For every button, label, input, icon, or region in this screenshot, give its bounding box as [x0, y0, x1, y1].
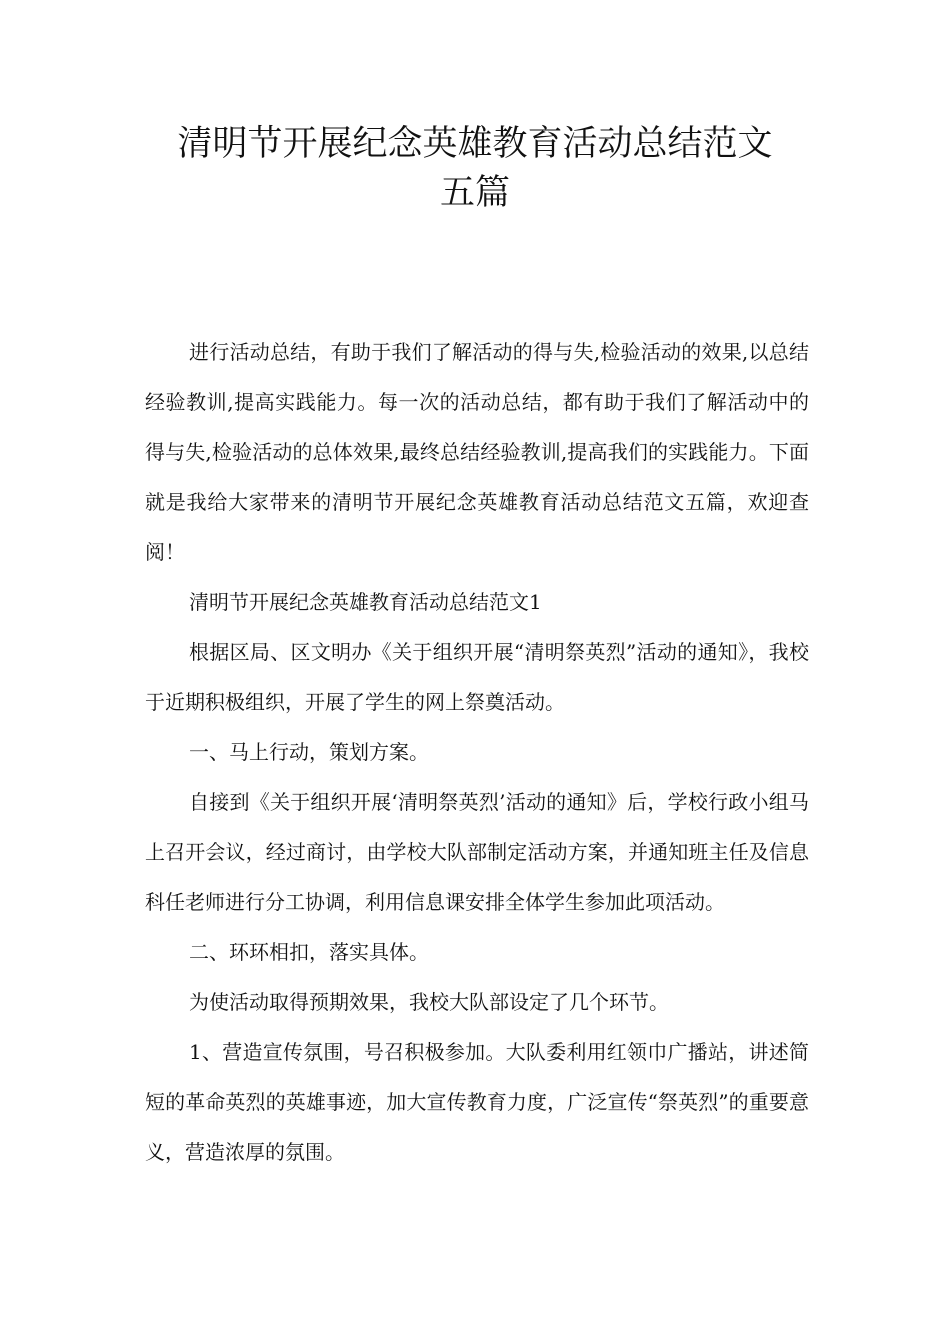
body-paragraph: 1、营造宣传氛围，号召积极参加。大队委利用红领巾广播站，讲述简短的革命英烈的英雄事迹，加大宣传教育力度，广泛宣传“祭英烈”的重要意义，营造浓厚的氛围。: [145, 1040, 809, 1164]
body-paragraph: 自接到《关于组织开展‘清明祭英烈’活动的通知》后，学校行政小组马上召开会议，经过商讨，由学校大队部制定活动方案，并通知班主任及信息科任老师进行分工协调，利用信息课安排全体学生参加此项活动。: [145, 790, 809, 914]
document-body: [145, 327, 809, 1177]
subheading: 二、环环相扣，落实具体。: [189, 940, 429, 964]
title-line-1: 清明节开展纪念英雄教育活动总结范文: [177, 124, 773, 164]
document-title: [100, 120, 850, 218]
title-line-2: 五篇: [439, 173, 510, 213]
body-paragraph: 根据区局、区文明办《关于组织开展“清明祭英烈”活动的通知》，我校于近期积极组织，开展了学生的网上祭奠活动。: [145, 640, 809, 714]
subheading: 一、马上行动，策划方案。: [189, 740, 429, 764]
intro-paragraph: 进行活动总结，有助于我们了解活动的得与失,检验活动的效果,以总结经验教训,提高实践能力。每一次的活动总结，都有助于我们了解活动中的得与失,检验活动的总体效果,最终总结经验教训,提高我们的实践能力。下面就是我给大家带来的清明节开展纪念英雄教育活动总结范文五篇，欢迎查阅！: [145, 340, 809, 564]
body-paragraph: 为使活动取得预期效果，我校大队部设定了几个环节。: [189, 990, 669, 1014]
section-heading: 清明节开展纪念英雄教育活动总结范文1: [189, 590, 542, 614]
